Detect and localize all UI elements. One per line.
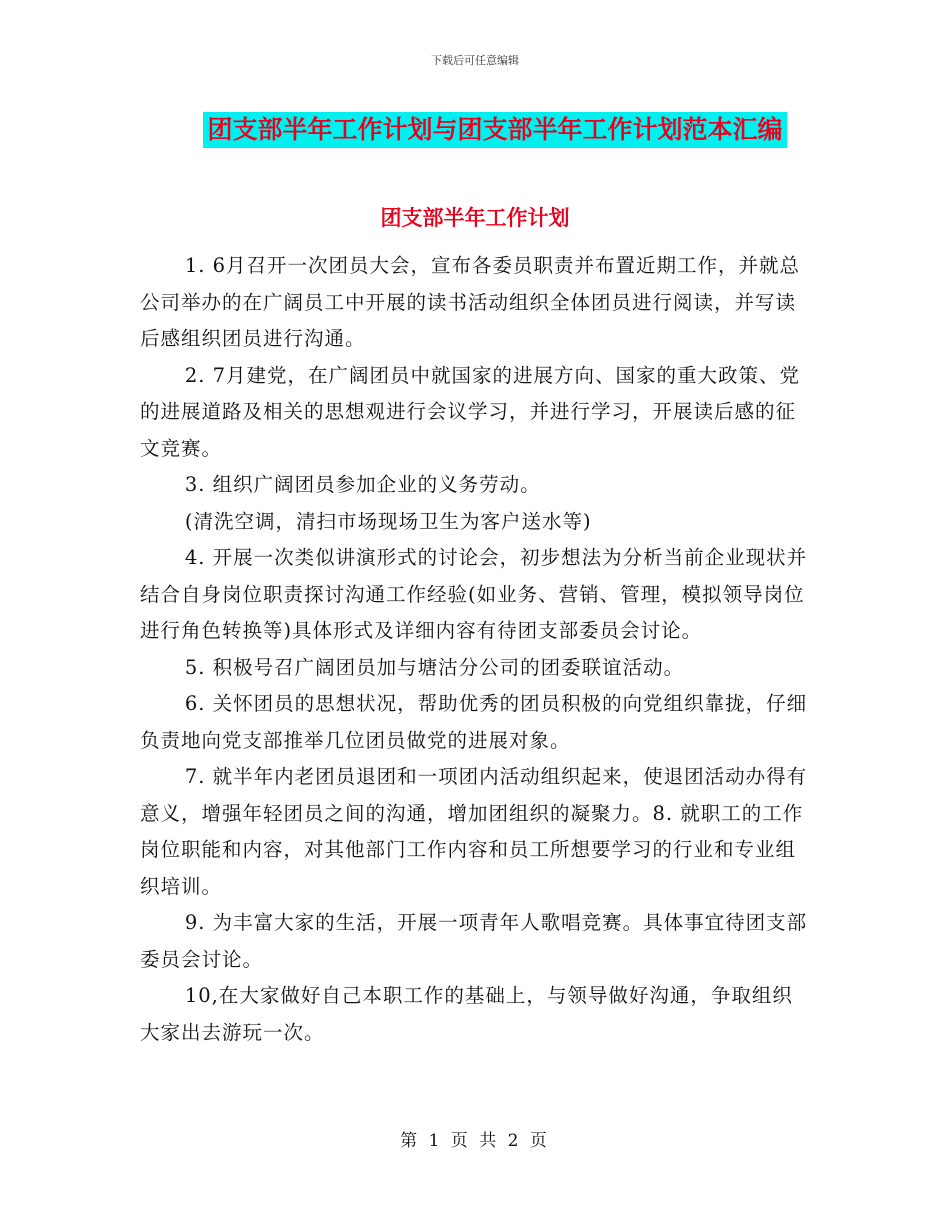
paragraph-4: 4. 开展一次类似讲演形式的讨论会，初步想法为分析当前企业现状并结合自身岗位职责探讨沟通工作经验(如业务、营销、管理，模拟领导岗位进行角色转换等)具体形式及详细内容有待团支部委员会讨论。 (140, 546, 808, 642)
section-title: 团支部半年工作计划 (380, 206, 570, 230)
paragraph-6: 6. 关怀团员的思想状况，帮助优秀的团员积极的向党组织靠拢，仔细负责地向党支部推举几位团员做党的进展对象。 (140, 692, 808, 752)
paragraph-7: 7. 就半年内老团员退团和一项团内活动组织起来，使退团活动办得有意义，增强年轻团员之间的沟通，增加团组织的凝聚力。8. 就职工的工作岗位职能和内容，对其他部门工作内容和员工所想要学习的行业和专业组织培训。 (140, 765, 808, 898)
paragraph-3-note: (清洗空调，清扫市场现场卫生为客户送水等) (184, 509, 592, 533)
paragraph-9: 9. 为丰富大家的生活，开展一项青年人歌唱竞赛。具体事宜待团支部委员会讨论。 (140, 911, 808, 971)
paragraph-2: 2. 7月建党，在广阔团员中就国家的进展方向、国家的重大政策、党的进展道路及相关的思想观进行会议学习，并进行学习，开展读后感的征文竞赛。 (140, 363, 801, 460)
paragraph-10: 10,在大家做好自己本职工作的基础上，与领导做好沟通，争取组织大家出去游玩一次。 (140, 984, 793, 1044)
paragraph-3: 3. 组织广阔团员参加企业的义务劳动。 (184, 473, 541, 496)
page-number-footer: 第 1 页 共 2 页 (400, 1131, 550, 1151)
paragraph-5: 5. 积极号召广阔团员加与塘沽分公司的团委联谊活动。 (184, 655, 685, 679)
document-body (140, 248, 810, 1051)
header-note: 下载后可任意编辑 (431, 54, 519, 67)
document-title: 团支部半年工作计划与团支部半年工作计划范本汇编 (203, 112, 786, 148)
paragraph-1: 1. 6月召开一次团员大会，宣布各委员职责并布置近期工作，并就总公司举办的在广阔员工中开展的读书活动组织全体团员进行阅读，并写读后感组织团员进行沟通。 (140, 254, 801, 350)
document-title-wrap (0, 112, 950, 148)
